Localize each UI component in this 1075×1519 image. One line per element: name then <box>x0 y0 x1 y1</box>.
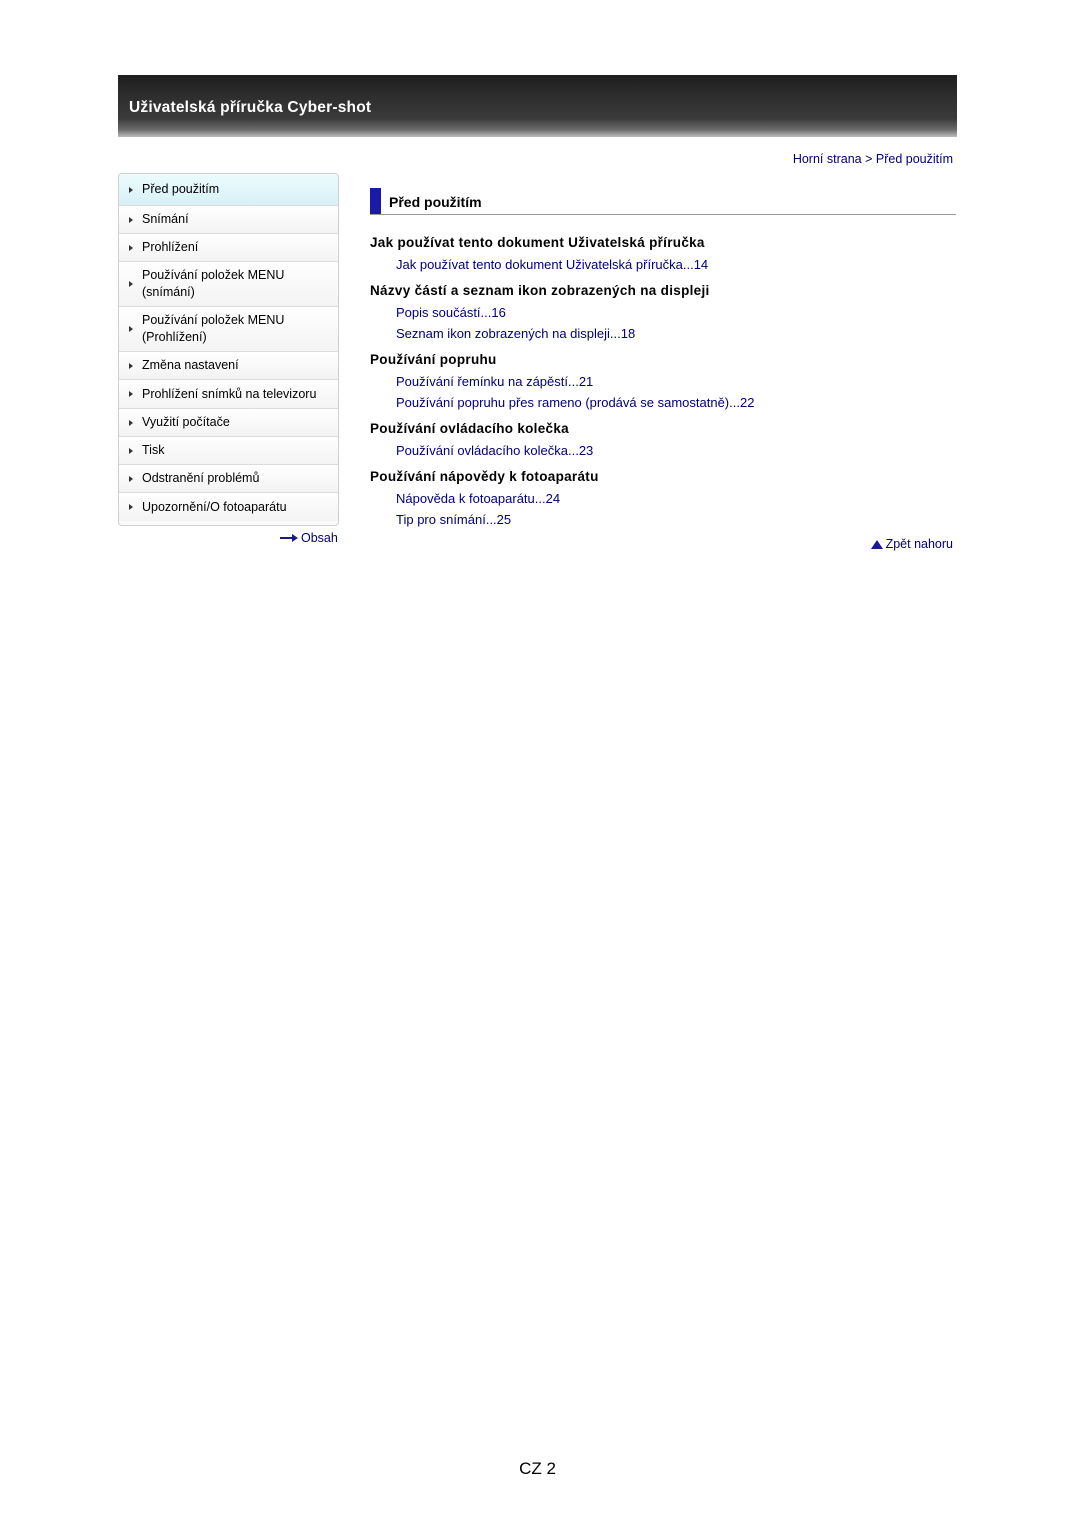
breadcrumb-separator: > <box>865 152 873 166</box>
breadcrumb <box>793 152 953 166</box>
back-to-top-link[interactable] <box>871 537 953 551</box>
heading-accent-bar <box>370 188 381 214</box>
chevron-right-icon <box>129 281 133 287</box>
chevron-right-icon <box>129 391 133 397</box>
sidebar-item-label: Používání položek MENU (Prohlížení) <box>142 313 285 344</box>
chevron-right-icon <box>129 245 133 251</box>
chevron-right-icon <box>129 448 133 454</box>
group-title: Používání nápovědy k fotoaparátu <box>370 469 599 484</box>
topic-link[interactable]: Popis součástí...16 <box>396 305 506 320</box>
contents-link[interactable] <box>280 531 338 545</box>
manual-title: Uživatelská příručka Cyber-shot <box>129 99 372 116</box>
breadcrumb-home-link[interactable]: Horní strana <box>792 152 862 166</box>
sidebar-item-odstraneni-problemu[interactable] <box>119 465 338 493</box>
chevron-right-icon <box>129 363 133 369</box>
group-title: Používání popruhu <box>370 352 497 367</box>
sidebar-item-tisk[interactable] <box>119 437 338 465</box>
sidebar-item-label: Tisk <box>142 443 165 457</box>
topic-link[interactable]: Používání popruhu přes rameno (prodává se samostatně)...22 <box>396 395 755 410</box>
breadcrumb-current-link[interactable]: Před použitím <box>875 152 953 166</box>
header-bar <box>118 75 957 137</box>
topic-link[interactable]: Nápověda k fotoaparátu...24 <box>396 491 561 506</box>
chevron-right-icon <box>129 326 133 332</box>
sidebar-item-label: Prohlížení <box>142 240 199 254</box>
back-to-top-label: Zpět nahoru <box>885 537 953 551</box>
group-title: Jak používat tento dokument Uživatelská příručka <box>370 235 705 250</box>
section-heading <box>370 188 956 215</box>
chevron-right-icon <box>129 187 133 193</box>
sidebar-item-label: Změna nastavení <box>142 358 239 372</box>
sidebar-item-zmena-nastaveni[interactable] <box>119 352 338 380</box>
chevron-right-icon <box>129 420 133 426</box>
sidebar-item-label: Odstranění problémů <box>142 471 260 485</box>
sidebar-item-label: Upozornění/O fotoaparátu <box>142 499 287 514</box>
sidebar-nav <box>118 173 339 526</box>
group-title: Používání ovládacího kolečka <box>370 421 569 436</box>
triangle-up-icon <box>871 540 883 549</box>
sidebar-item-prohlizeni[interactable] <box>119 234 338 262</box>
group-title: Názvy částí a seznam ikon zobrazených na displeji <box>370 283 710 298</box>
chevron-right-icon <box>129 217 133 223</box>
sidebar-item-pred-pouzitim[interactable] <box>119 174 338 206</box>
sidebar-item-label: Využití počítače <box>142 415 230 429</box>
topic-list <box>370 234 956 532</box>
sidebar-item-menu-prohlizeni[interactable] <box>119 307 338 352</box>
sidebar-item-label: Prohlížení snímků na televizoru <box>142 386 317 401</box>
topic-link[interactable]: Seznam ikon zobrazených na displeji...18 <box>396 326 636 341</box>
topic-link[interactable]: Používání ovládacího kolečka...23 <box>396 443 594 458</box>
topic-link[interactable]: Tip pro snímání...25 <box>396 512 512 527</box>
contents-link-label: Obsah <box>301 531 338 545</box>
sidebar-item-label: Používání položek MENU (snímání) <box>142 268 285 299</box>
chevron-right-icon <box>129 476 133 482</box>
topic-link[interactable]: Používání řemínku na zápěstí...21 <box>396 374 594 389</box>
sidebar-item-label: Před použitím <box>142 182 220 196</box>
topic-link[interactable]: Jak používat tento dokument Uživatelská příručka...14 <box>396 257 709 272</box>
sidebar-item-upozorneni[interactable] <box>119 493 338 521</box>
chevron-right-icon <box>129 504 133 510</box>
sidebar-item-label: Snímání <box>142 212 189 226</box>
sidebar-item-pocitac[interactable] <box>119 409 338 437</box>
sidebar-item-televizor[interactable] <box>119 380 338 409</box>
section-title: Před použitím <box>389 194 482 210</box>
arrow-right-icon <box>280 533 298 543</box>
sidebar-item-snimani[interactable] <box>119 206 338 234</box>
page-number: CZ 2 <box>519 1459 556 1478</box>
sidebar-item-menu-snimani[interactable] <box>119 262 338 307</box>
